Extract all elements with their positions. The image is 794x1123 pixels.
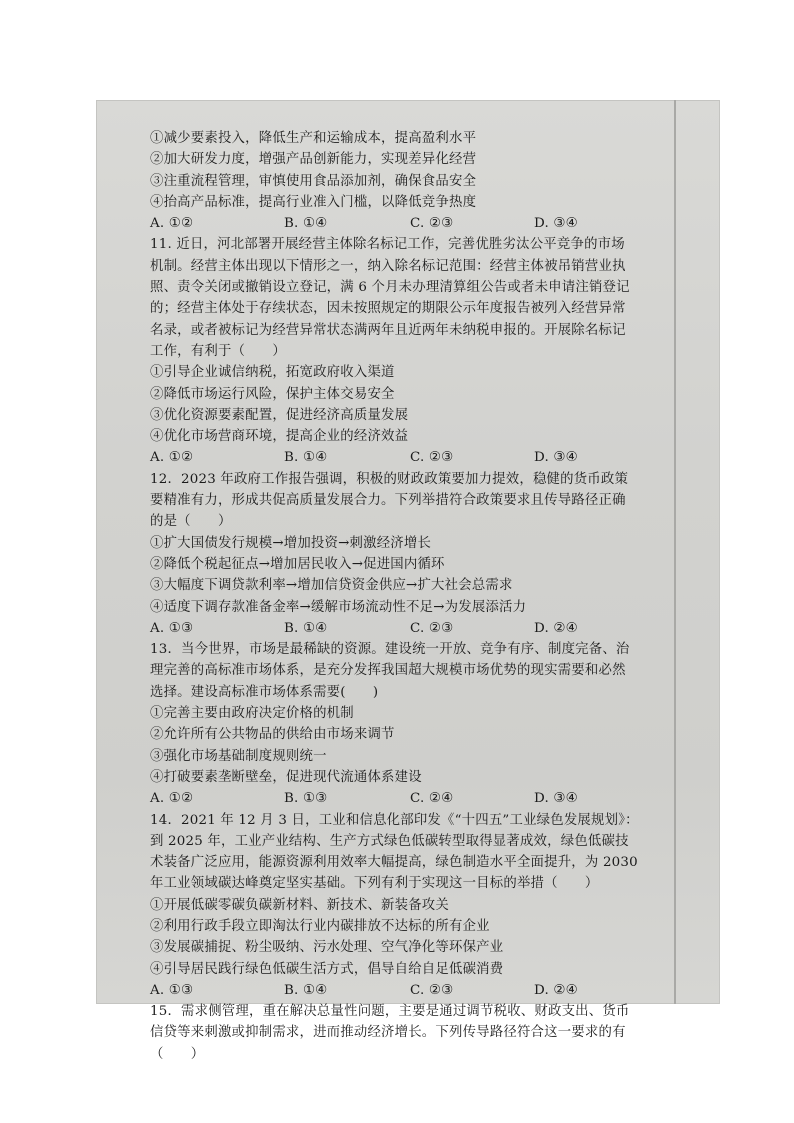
question-stem-line: 11. 近日，河北部署开展经营主体除名标记工作，完善优胜劣汰公平竞争的市场 [150,237,625,253]
answer-options [150,213,680,234]
choice-item: ④引导居民践行绿色低碳生活方式，倡导自给自足低碳消费 [150,961,504,977]
choice-item: ①完善主要由政府决定价格的机制 [150,706,354,722]
question-stem-line: 12．2023 年政府工作报告强调，积极的财政政策要加力提效，稳健的货币政策 [150,471,629,487]
choice-item: ②允许所有公共物品的供给由市场来调节 [150,727,395,743]
choice-item: ①开展低碳零碳负碳新材料、新技术、新装备攻关 [150,897,449,913]
question-stem-line: 信贷等来刺激或抑制需求，进而推动经济增长。下列传导路径符合这一要求的有 [150,1025,626,1041]
option-b[interactable]: B. ①④ [284,216,328,232]
question-15 [150,1001,680,1065]
choice-item: ③强化市场基础制度规则统一 [150,748,327,764]
question-stem-line: 年工业领域碳达峰奠定坚实基础。下列有利于实现这一目标的举措（ ） [150,876,599,892]
question-stem-line: 14．2021 年 12 月 3 日，工业和信息化部印发《“十四五”工业绿色发展规划》： [150,812,639,828]
option-d[interactable]: D. ②④ [534,982,578,998]
choice-item: ④抬高产品标准，提高行业准入门槛，以降低竞争热度 [150,194,477,210]
option-b[interactable]: B. ①④ [284,450,328,466]
choice-item: ④优化市场营商环境，提高企业的经济效益 [150,429,409,445]
option-c[interactable]: C. ②③ [410,216,454,232]
choice-item: ②降低市场运行风险，保护主体交易安全 [150,386,395,402]
question-11 [150,234,680,468]
option-d[interactable]: D. ③④ [534,791,578,807]
option-c[interactable]: C. ②③ [410,620,454,636]
question-stem-line: 13．当今世界，市场是最稀缺的资源。建设统一开放、竞争有序、制度完备、治 [150,642,630,658]
choice-item: ③发展碳捕捉、粉尘吸纳、污水处理、空气净化等环保产业 [150,940,504,956]
choice-item: ③注重流程管理，审慎使用食品添加剂，确保食品安全 [150,173,477,189]
question-stem-line: 要精准有力，形成共促高质量发展合力。下列举措符合政策要求且传导路径正确 [150,493,626,509]
option-a[interactable]: A. ①③ [150,982,194,998]
question-stem-line: 名录，或者被标记为经营异常状态满两年且近两年未纳税申报的。开展除名标记 [150,322,626,338]
choice-item: ①减少要素投入，降低生产和运输成本，提高盈利水平 [150,131,477,146]
question-stem-line: 理完善的高标准市场体系，是充分发挥我国超大规模市场优势的现实需要和必然 [150,663,626,679]
question-stem-line: （ ） [150,1046,205,1062]
question-stem-line: 照、责令关闭或撤销设立登记，满 6 个月未办理清算组公告或者未申请注销登记 [150,280,630,296]
choice-item: ②加大研发力度，增强产品创新能力，实现差异化经营 [150,152,477,168]
option-b[interactable]: B. ①③ [284,791,328,807]
question-13 [150,639,680,809]
choice-item: ④适度下调存款准备金率→缓解市场流动性不足→为发展添活力 [150,599,527,615]
answer-options [150,618,680,639]
option-c[interactable]: C. ②③ [410,450,454,466]
question-stem-line: 的；经营主体处于存续状态，因未按照规定的期限公示年度报告被列入经营异常 [150,301,626,317]
answer-options [150,788,680,809]
option-c[interactable]: C. ②④ [410,791,454,807]
question-10 [150,128,680,234]
choice-item: ①引导企业诚信纳税，拓宽政府收入渠道 [150,365,395,381]
answer-options [150,980,680,1001]
question-stem-line: 选择。建设高标准市场体系需要( ) [150,684,379,700]
choice-item: ③优化资源要素配置，促进经济高质量发展 [150,407,409,423]
choice-item: ③大幅度下调贷款利率→增加信贷资金供应→扩大社会总需求 [150,578,513,594]
question-stem-line: 机制。经营主体出现以下情形之一，纳入除名标记范围：经营主体被吊销营业执 [150,258,626,274]
option-b[interactable]: B. ①④ [284,620,328,636]
question-stem-line: 术装备广泛应用，能源资源利用效率大幅提高，绿色制造水平全面提升，为 2030 [150,855,638,871]
question-14 [150,810,680,1002]
option-a[interactable]: A. ①② [150,216,194,232]
exam-page-content [150,128,680,1065]
option-a[interactable]: A. ①③ [150,620,194,636]
question-stem-line: 15．需求侧管理，重在解决总量性问题，主要是通过调节税收、财政支出、货币 [150,1004,630,1020]
question-stem-line: 的是（ ） [150,514,232,530]
option-a[interactable]: A. ①② [150,450,194,466]
option-d[interactable]: D. ②④ [534,620,578,636]
option-b[interactable]: B. ①④ [284,982,328,998]
choice-item: ④打破要素垄断壁垒，促进现代流通体系建设 [150,769,422,785]
question-12 [150,469,680,639]
choice-item: ②利用行政手段立即淘汰行业内碳排放不达标的所有企业 [150,918,490,934]
question-stem-line: 工作，有利于（ ） [150,343,286,359]
choice-item: ①扩大国债发行规模→增加投资→刺激经济增长 [150,535,432,551]
option-c[interactable]: C. ②③ [410,982,454,998]
question-stem-line: 到 2025 年，工业产业结构、生产方式绿色低碳转型取得显著成效，绿色低碳技 [150,833,629,849]
answer-options [150,447,680,468]
choice-item: ②降低个税起征点→增加居民收入→促进国内循环 [150,556,445,572]
option-d[interactable]: D. ③④ [534,216,578,232]
option-a[interactable]: A. ①② [150,791,194,807]
option-d[interactable]: D. ③④ [534,450,578,466]
